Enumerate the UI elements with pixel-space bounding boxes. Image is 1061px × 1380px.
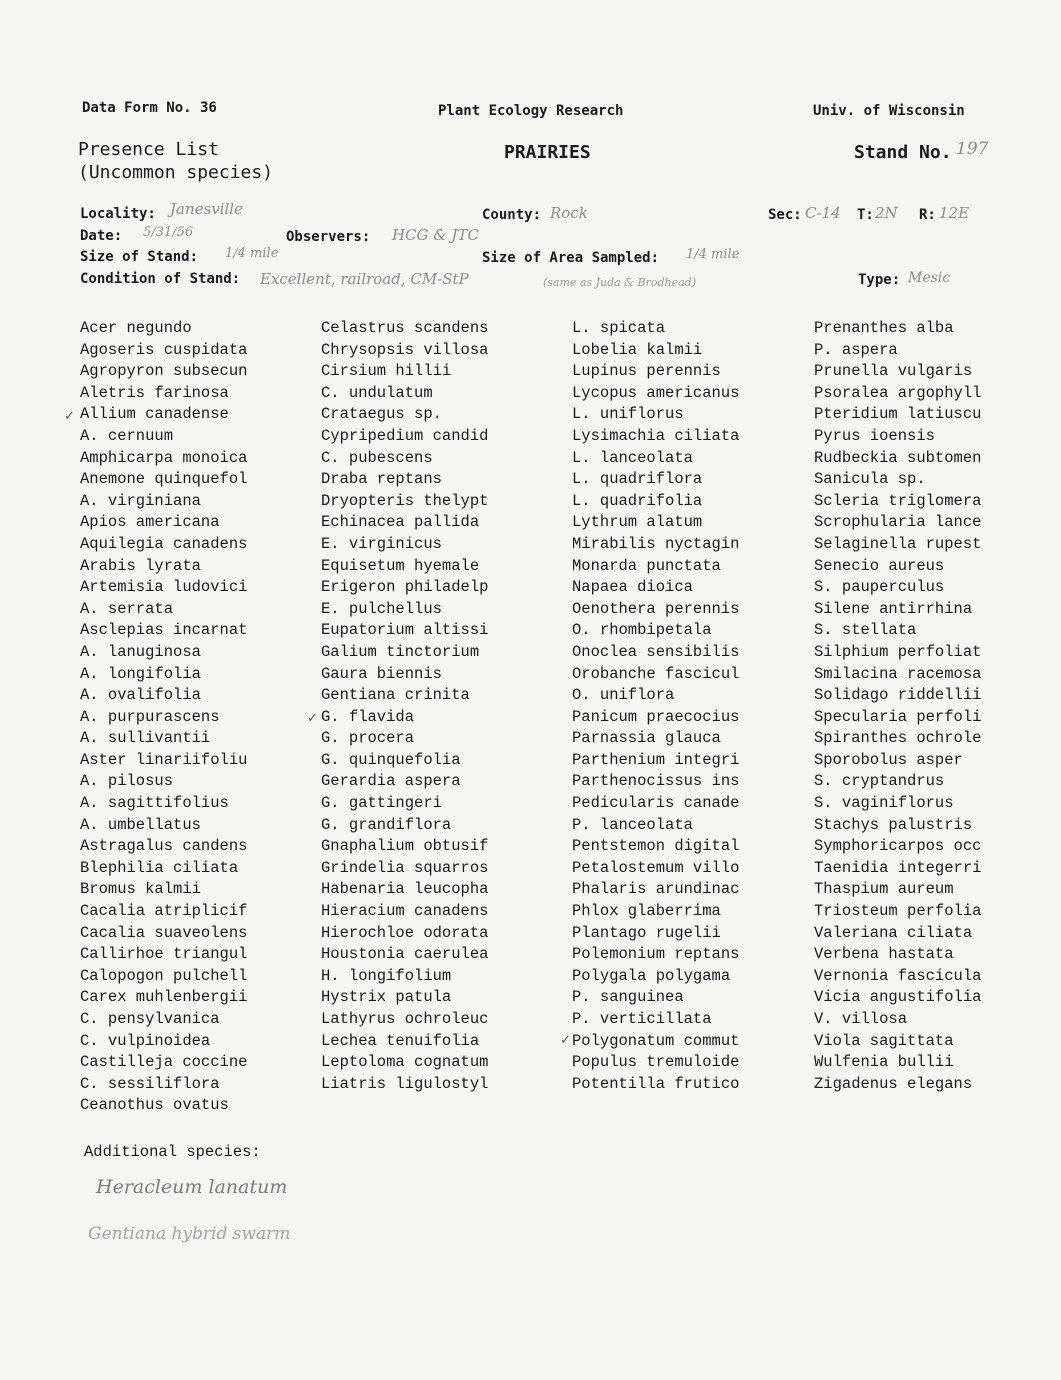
- species-item: Pteridium latiuscu: [814, 405, 982, 424]
- species-item: O. uniflora: [572, 686, 675, 705]
- species-item: A. umbellatus: [80, 815, 201, 834]
- species-item: Psoralea argophyll: [814, 383, 982, 402]
- species-item: Lythrum alatum: [572, 513, 703, 532]
- species-item: A. pilosus: [80, 772, 174, 791]
- species-item: A. lanuginosa: [80, 642, 201, 661]
- species-item: G. flavida: [321, 707, 415, 726]
- species-column-3: [572, 318, 739, 1095]
- species-column-4: [814, 318, 981, 1095]
- category-title: PRAIRIES: [504, 142, 591, 163]
- species-item: P. sanguinea: [572, 988, 684, 1007]
- stand-label: Stand No.: [854, 142, 952, 163]
- locality-label: Locality:: [80, 206, 156, 222]
- species-item: Smilacina racemosa: [814, 664, 982, 683]
- species-item: Prunella vulgaris: [814, 362, 973, 381]
- species-item: A. sullivantii: [80, 729, 211, 748]
- species-item: Monarda punctata: [572, 556, 721, 575]
- species-item: Polygala polygama: [572, 966, 731, 985]
- species-item: Onoclea sensibilis: [572, 642, 740, 661]
- species-item: Bromus kalmii: [80, 880, 201, 899]
- species-item: Polygonatum commut: [572, 1031, 740, 1050]
- r-label: R:: [919, 207, 936, 223]
- species-item: A. longifolia: [80, 664, 201, 683]
- species-item: Amphicarpa monoica: [80, 448, 248, 467]
- species-item: Agropyron subsecun: [80, 362, 248, 381]
- species-item: Sporobolus asper: [814, 750, 963, 769]
- species-item: L. uniflorus: [572, 405, 684, 424]
- species-item: Chrysopsis villosa: [321, 340, 489, 359]
- species-item: Hieracium canadens: [321, 902, 489, 921]
- size-of-stand-label: Size of Stand:: [80, 249, 199, 265]
- species-item: Crataegus sp.: [321, 405, 442, 424]
- species-item: Pyrus ioensis: [814, 426, 935, 445]
- species-item: A. cernuum: [80, 426, 174, 445]
- list-subtitle: (Uncommon species): [78, 162, 274, 183]
- species-item: Stachys palustris: [814, 815, 973, 834]
- species-item: Galium tinctorium: [321, 642, 480, 661]
- species-item: Houstonia caerulea: [321, 945, 489, 964]
- species-item: Aster linariifoliu: [80, 750, 248, 769]
- species-item: Mirabilis nyctagin: [572, 534, 740, 553]
- species-item: Silene antirrhina: [814, 599, 973, 618]
- species-item: Phalaris arundinac: [572, 880, 740, 899]
- additional-species-entry: Heracleum lanatum: [96, 1176, 288, 1198]
- species-item: Wulfenia bullii: [814, 1053, 954, 1072]
- r-value: 12E: [939, 204, 970, 222]
- species-item: G. procera: [321, 729, 415, 748]
- species-column-1: [80, 318, 247, 1117]
- species-item: Gentiana crinita: [321, 686, 470, 705]
- species-item: Pedicularis canade: [572, 794, 740, 813]
- species-item: Calopogon pulchell: [80, 966, 248, 985]
- species-item: Lysimachia ciliata: [572, 426, 740, 445]
- species-item: S. stellata: [814, 621, 917, 640]
- type-value: Mesic: [908, 270, 951, 286]
- species-item: Draba reptans: [321, 470, 442, 489]
- date-label: Date:: [80, 228, 123, 244]
- species-item: C. undulatum: [321, 383, 433, 402]
- species-item: H. longifolium: [321, 966, 452, 985]
- species-item: A. serrata: [80, 599, 174, 618]
- size-of-area-label: Size of Area Sampled:: [482, 250, 660, 266]
- species-item: Rudbeckia subtomen: [814, 448, 982, 467]
- species-item: Habenaria leucopha: [321, 880, 489, 899]
- species-item: Cypripedium candid: [321, 426, 489, 445]
- species-item: L. quadrifolia: [572, 491, 703, 510]
- species-item: Dryopteris thelypt: [321, 491, 489, 510]
- species-item: Phlox glaberrima: [572, 902, 721, 921]
- checkmark-icon: ✓: [307, 711, 318, 726]
- species-item: Specularia perfoli: [814, 707, 982, 726]
- species-item: Lathyrus ochroleuc: [321, 1010, 489, 1028]
- species-item: Prenanthes alba: [814, 319, 954, 337]
- species-item: Astragalus candens: [80, 837, 248, 856]
- date-value: 5/31/56: [143, 225, 194, 240]
- species-item: L. lanceolata: [572, 448, 693, 467]
- county-label: County:: [482, 207, 542, 223]
- checkmark-icon: ✓: [560, 1033, 571, 1048]
- species-item: Senecio aureus: [814, 556, 945, 575]
- species-item: Castilleja coccine: [80, 1053, 248, 1072]
- species-item: Triosteum perfolia: [814, 902, 982, 921]
- species-item: G. gattingeri: [321, 794, 442, 813]
- species-item: Arabis lyrata: [80, 556, 201, 575]
- species-item: Vernonia fascicula: [814, 966, 982, 985]
- species-item: E. pulchellus: [321, 599, 442, 618]
- species-item: Petalostemum villo: [572, 858, 740, 877]
- species-item: Erigeron philadelp: [321, 578, 489, 597]
- species-item: Grindelia squarros: [321, 858, 489, 877]
- type-label: Type:: [858, 272, 901, 288]
- species-item: Sanicula sp.: [814, 470, 926, 489]
- organization: Plant Ecology Research: [438, 103, 624, 119]
- species-item: Scleria triglomera: [814, 491, 982, 510]
- stand-number: 197: [956, 139, 989, 159]
- locality-value: Janesville: [170, 200, 243, 218]
- species-item: Valeriana ciliata: [814, 923, 973, 942]
- species-item: Viola sagittata: [814, 1031, 954, 1050]
- species-item: Scrophularia lance: [814, 513, 982, 532]
- species-item: Vicia angustifolia: [814, 988, 982, 1007]
- species-item: Agoseris cuspidata: [80, 340, 248, 359]
- condition-value: Excellent, railroad, CM-StP: [260, 270, 469, 288]
- observers-value: HCG & JTC: [392, 226, 479, 244]
- species-item: Blephilia ciliata: [80, 858, 239, 877]
- university: Univ. of Wisconsin: [813, 103, 965, 119]
- species-item: Leptoloma cognatum: [321, 1053, 489, 1072]
- species-item: Gerardia aspera: [321, 772, 461, 791]
- species-item: Cirsium hillii: [321, 362, 452, 381]
- checkmark-icon: ✓: [64, 409, 75, 424]
- species-item: Selaginella rupest: [814, 534, 982, 553]
- species-item: Anemone quinquefol: [80, 470, 248, 489]
- species-item: C. sessiliflora: [80, 1074, 220, 1093]
- species-item: C. vulpinoidea: [80, 1031, 211, 1050]
- species-item: Taenidia integerri: [814, 858, 982, 877]
- species-item: S. vaginiflorus: [814, 794, 954, 813]
- species-item: G. grandiflora: [321, 815, 452, 834]
- species-item: Ceanothus ovatus: [80, 1096, 229, 1115]
- species-item: Parnassia glauca: [572, 729, 721, 748]
- species-item: S. cryptandrus: [814, 772, 945, 791]
- condition-note: (same as Juda & Brodhead): [543, 276, 697, 289]
- species-item: A. sagittifolius: [80, 794, 229, 813]
- additional-species-label: Additional species:: [84, 1143, 261, 1161]
- list-title: Presence List: [78, 139, 219, 160]
- species-item: G. quinquefolia: [321, 750, 461, 769]
- species-item: Echinacea pallida: [321, 513, 480, 532]
- species-item: Symphoricarpos occ: [814, 837, 982, 856]
- species-item: O. rhombipetala: [572, 621, 712, 640]
- species-item: Thaspium aureum: [814, 880, 954, 899]
- species-item: A. virginiana: [80, 491, 201, 510]
- t-label: T:: [857, 207, 874, 223]
- t-value: 2N: [875, 204, 898, 222]
- species-item: Parthenium integri: [572, 750, 740, 769]
- species-item: L. quadriflora: [572, 470, 703, 489]
- species-item: S. pauperculus: [814, 578, 945, 597]
- species-item: Hystrix patula: [321, 988, 452, 1007]
- observers-label: Observers:: [286, 229, 371, 245]
- species-item: Cacalia suaveolens: [80, 923, 248, 942]
- size-of-area-value: 1/4 mile: [686, 247, 740, 262]
- species-item: P. verticillata: [572, 1010, 712, 1028]
- species-item: Polemonium reptans: [572, 945, 740, 964]
- species-item: L. spicata: [572, 319, 666, 337]
- species-item: Asclepias incarnat: [80, 621, 248, 640]
- species-item: Celastrus scandens: [321, 319, 489, 337]
- species-item: Aletris farinosa: [80, 383, 229, 402]
- species-item: Artemisia ludovici: [80, 578, 248, 597]
- species-item: Allium canadense: [80, 405, 229, 424]
- form-number: Data Form No. 36: [82, 100, 217, 116]
- species-item: Acer negundo: [80, 319, 192, 337]
- species-item: Apios americana: [80, 513, 220, 532]
- species-item: Pentstemon digital: [572, 837, 740, 856]
- species-item: Solidago riddellii: [814, 686, 982, 705]
- species-item: Verbena hastata: [814, 945, 954, 964]
- species-item: Aquilegia canadens: [80, 534, 248, 553]
- species-item: Panicum praecocius: [572, 707, 740, 726]
- species-item: C. pubescens: [321, 448, 433, 467]
- species-item: Plantago rugelii: [572, 923, 721, 942]
- size-of-stand-value: 1/4 mile: [225, 246, 279, 261]
- species-item: P. lanceolata: [572, 815, 693, 834]
- species-item: Oenothera perennis: [572, 599, 740, 618]
- species-item: Liatris ligulostyl: [321, 1074, 489, 1093]
- species-item: Lobelia kalmii: [572, 340, 703, 359]
- species-item: Potentilla frutico: [572, 1074, 740, 1093]
- species-item: Eupatorium altissi: [321, 621, 489, 640]
- species-item: Carex muhlenbergii: [80, 988, 248, 1007]
- sec-label: Sec:: [768, 207, 802, 223]
- species-item: Parthenocissus ins: [572, 772, 740, 791]
- county-value: Rock: [550, 204, 588, 222]
- species-item: Lechea tenuifolia: [321, 1031, 480, 1050]
- species-item: Lupinus perennis: [572, 362, 721, 381]
- additional-species-entry: Gentiana hybrid swarm: [88, 1224, 291, 1244]
- species-item: Silphium perfoliat: [814, 642, 982, 661]
- condition-label: Condition of Stand:: [80, 271, 241, 287]
- species-item: Orobanche fascicul: [572, 664, 740, 683]
- species-item: Cacalia atriplicif: [80, 902, 248, 921]
- species-item: C. pensylvanica: [80, 1010, 220, 1028]
- species-item: Callirhoe triangul: [80, 945, 248, 964]
- species-item: Lycopus americanus: [572, 383, 740, 402]
- species-item: Napaea dioica: [572, 578, 693, 597]
- species-item: Gnaphalium obtusif: [321, 837, 489, 856]
- species-item: A. ovalifolia: [80, 686, 201, 705]
- species-item: V. villosa: [814, 1010, 908, 1028]
- species-item: Spiranthes ochrole: [814, 729, 982, 748]
- species-item: E. virginicus: [321, 534, 442, 553]
- sec-value: C-14: [805, 204, 841, 222]
- species-item: Hierochloe odorata: [321, 923, 489, 942]
- species-item: Equisetum hyemale: [321, 556, 480, 575]
- species-item: A. purpurascens: [80, 707, 220, 726]
- species-item: Gaura biennis: [321, 664, 442, 683]
- species-column-2: [321, 318, 488, 1095]
- species-item: Populus tremuloide: [572, 1053, 740, 1072]
- species-item: P. aspera: [814, 340, 898, 359]
- species-item: Zigadenus elegans: [814, 1074, 973, 1093]
